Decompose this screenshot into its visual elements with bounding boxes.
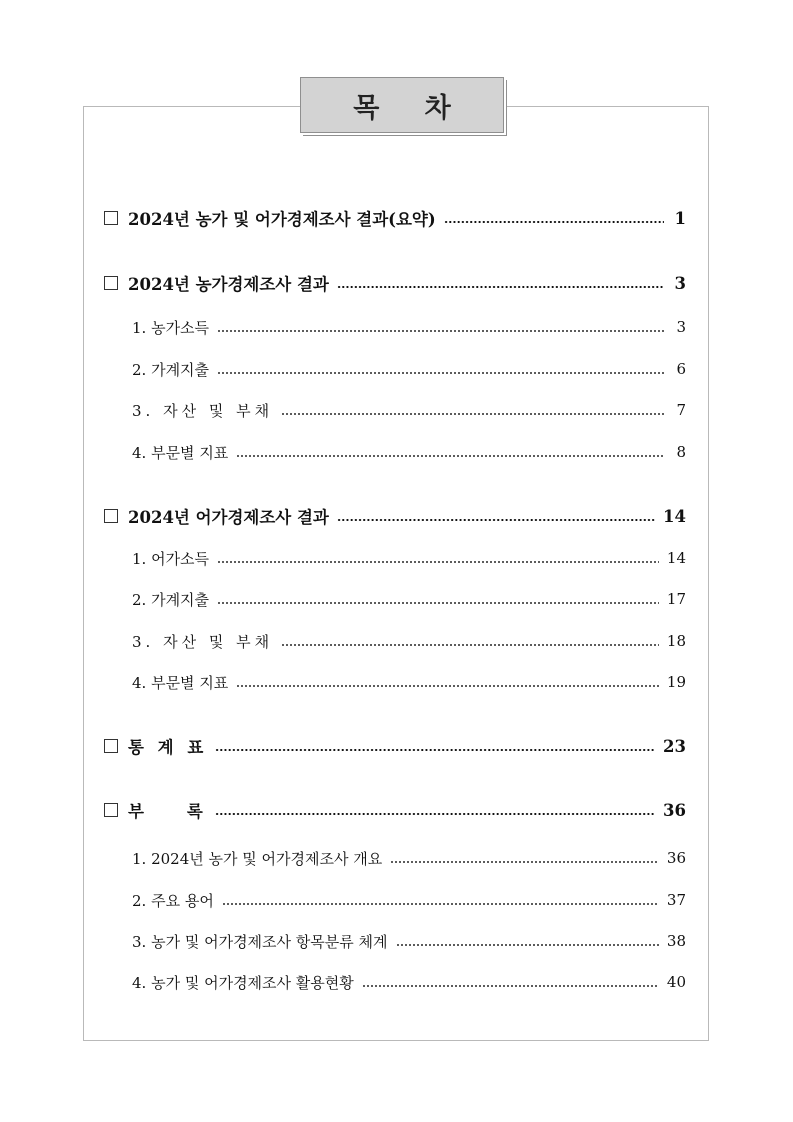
toc-item[interactable]	[104, 669, 686, 695]
toc-page-number: 36	[666, 849, 686, 867]
toc-item-label: 4. 농가 및 어가경제조사 활용현황	[132, 973, 354, 992]
toc-page-number: 36	[663, 800, 686, 820]
toc-item-label: 1. 2024년 농가 및 어가경제조사 개요	[132, 849, 383, 868]
toc-page-number: 18	[666, 632, 686, 650]
toc-page-number: 17	[666, 590, 686, 608]
toc-page-number: 6	[676, 360, 686, 378]
toc-item-label: 4. 부문별 지표	[132, 673, 229, 692]
checkbox-square-icon	[104, 739, 118, 753]
toc-page-number: 3	[674, 273, 686, 293]
dot-leader	[396, 944, 659, 946]
toc-page-number: 19	[666, 673, 686, 691]
toc-section-label: 2024년 어가경제조사 결과	[128, 508, 329, 527]
toc-item[interactable]	[104, 887, 686, 913]
dot-leader	[390, 861, 659, 863]
toc-page-number: 8	[676, 443, 686, 461]
checkbox-square-icon	[104, 803, 118, 817]
toc-title: 목 차	[353, 92, 469, 124]
toc-section-label: 부 록	[128, 802, 207, 821]
checkbox-square-icon	[104, 276, 118, 290]
toc-item[interactable]	[104, 586, 686, 612]
toc-page-number: 14	[666, 549, 686, 567]
toc-page-number: 40	[666, 973, 686, 991]
toc-item[interactable]	[104, 356, 686, 382]
toc-page-number: 23	[663, 736, 686, 756]
dot-leader	[337, 519, 655, 521]
checkbox-square-icon	[104, 211, 118, 225]
toc-item-label: 3. 자산 및 부채	[132, 401, 274, 420]
dot-leader	[362, 985, 659, 987]
toc-section-label: 통 계 표	[128, 738, 208, 757]
toc-section-appendix[interactable]	[104, 797, 686, 823]
dot-leader	[281, 413, 664, 415]
toc-item[interactable]	[104, 928, 686, 954]
toc-item-label: 3. 농가 및 어가경제조사 항목분류 체계	[132, 932, 388, 951]
toc-item[interactable]	[104, 439, 686, 465]
toc-page-number: 1	[674, 208, 686, 228]
dot-leader	[337, 286, 664, 288]
toc-item-label: 3. 자산 및 부채	[132, 632, 274, 651]
checkbox-square-icon	[104, 509, 118, 523]
toc-item-label: 4. 부문별 지표	[132, 443, 229, 462]
toc-section-farm-survey[interactable]	[104, 270, 686, 296]
toc-item-label: 2. 주요 용어	[132, 891, 214, 910]
toc-item[interactable]	[104, 397, 686, 423]
toc-item[interactable]	[104, 314, 686, 340]
dot-leader	[444, 221, 664, 223]
dot-leader	[236, 455, 664, 457]
toc-item-label: 2. 가계지출	[132, 590, 210, 609]
toc-section-label: 2024년 농가 및 어가경제조사 결과(요약)	[128, 210, 436, 229]
toc-page-number: 38	[666, 932, 686, 950]
toc-section-label: 2024년 농가경제조사 결과	[128, 275, 329, 294]
dot-leader	[281, 644, 659, 646]
toc-section-statistical-tables[interactable]	[104, 733, 686, 759]
toc-title-box	[300, 77, 504, 133]
toc-section-fishery-survey[interactable]	[104, 503, 686, 529]
toc-item-label: 1. 어가소득	[132, 549, 210, 568]
dot-leader	[236, 685, 659, 687]
dot-leader	[215, 749, 655, 751]
dot-leader	[217, 372, 664, 374]
toc-item[interactable]	[104, 969, 686, 995]
dot-leader	[217, 561, 659, 563]
dot-leader	[215, 813, 655, 815]
dot-leader	[217, 330, 664, 332]
toc-page-number: 14	[663, 506, 686, 526]
dot-leader	[222, 903, 659, 905]
toc-item[interactable]	[104, 545, 686, 571]
toc-item[interactable]	[104, 845, 686, 871]
toc-page-number: 7	[676, 401, 686, 419]
toc-page-number: 37	[666, 891, 686, 909]
toc-section-summary[interactable]	[104, 205, 686, 231]
toc-page-number: 3	[676, 318, 686, 336]
toc-item[interactable]	[104, 628, 686, 654]
toc-item-label: 2. 가계지출	[132, 360, 210, 379]
dot-leader	[217, 602, 659, 604]
toc-item-label: 1. 농가소득	[132, 318, 210, 337]
